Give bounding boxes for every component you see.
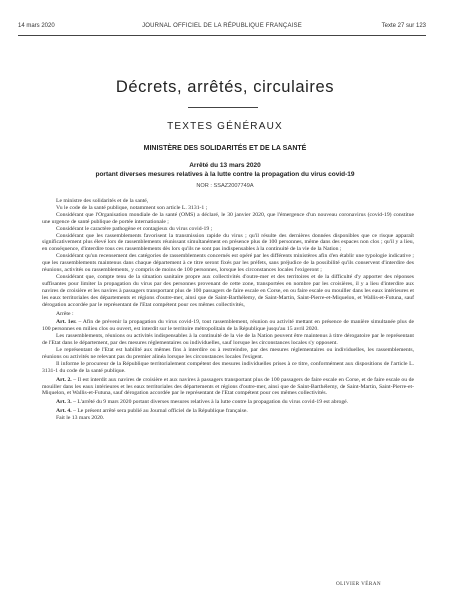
signature: OLIVIER VÉRAN: [336, 581, 382, 587]
document-body: [42, 198, 414, 422]
article-2: [42, 377, 414, 398]
header-date: 14 mars 2020: [18, 23, 55, 29]
arrete-title: [0, 162, 450, 179]
paragraph-considerant-outre-mer: Considérant que, compte tenu de la situation sanitaire propre aux collectivités d'outre-mer et des territoires et de la difficulté d'y apporter des réponses suffisantes pour limiter la propagation du virus par des personnes provenant de cette zone, transportées en nombre par les croisières, il y a lieu d'interdire aux navires de croisière et les navires à passagers transportant plus de 100 passagers de faire escale en Corse, en ou faire escale ou mouiller dans les eaux intérieures et les eaux territoriales des départements et régions d'outre-mer, ainsi que de Saint-Barthélemy, de Saint-Martin, Saint-Pierre-et-Miquelon, et Wallis-et-Futuna, sauf dérogation accordée par le représentant de l'Etat compétent pour ces mêmes collectivités,: [42, 273, 414, 308]
article-3: [42, 399, 414, 406]
nor-reference: NOR : SSAZ2007749A: [196, 183, 254, 189]
arrete-date: Arrêté du 13 mars 2020: [189, 162, 261, 169]
paragraph-considerant-pathogene: Considérant le caractère pathogène et contagieux du virus covid-19 ;: [56, 225, 213, 232]
article-1-label: Art. 1er.: [56, 319, 77, 326]
paragraph-considerant-recensement: Considérant qu'un recensement des catégories de rassemblements concernés est opéré par les différents ministères afin d'en établir une typologie indicative ; que les rassemblements maintenus dans chaque département à ce titre seront fixés par les préfets, sans préjudice de la possibilité qu'ils conservent d'interdire des réunions, activités ou rassemblements, y compris de moins de 100 personnes, lorsque les circonstances locales l'exigeront ;: [42, 253, 414, 274]
article-2-label: Art. 2.: [56, 376, 72, 383]
paragraph-minister: Le ministre des solidarités et de la santé,: [56, 198, 149, 204]
article-4-text: – Le présent arrêté sera publié au Journal officiel de la République française.: [73, 408, 248, 415]
article-1: [42, 319, 414, 333]
article-4: [42, 408, 414, 415]
title-divider: [188, 107, 258, 108]
arrete-subject: portant diverses mesures relatives à la lutte contre la propagation du virus covid-19: [95, 170, 355, 178]
page-header: [18, 23, 426, 36]
article-3-label: Art. 3.: [56, 399, 72, 406]
article-1-text: – Afin de prévenir la propagation du virus covid-19, tout rassemblement, réunion ou activité mettant en présence de manière simultanée plus de 100 personnes en milieu clos ou ouvert, est interdit sur le territoire métropolitain de la République jusqu'au 15 avril 2020.: [42, 319, 414, 333]
journal-name: JOURNAL OFFICIEL DE LA RÉPUBLIQUE FRANÇAISE: [142, 23, 302, 29]
article-4-label: Art. 4.: [56, 408, 72, 415]
article-2-text: – Il est interdit aux navires de croisière et aux navires à passagers transportant plus de 100 passagers de faire escale en Corse, et de faire escale ou de mouiller dans les eaux intérieures et les eaux territoriales des départements et régions d'outre-mer, ainsi que de Saint-Barthélemy, de Saint-Martin, Saint-Pierre-et-Miquelon, et Wallis-et-Futuna, sauf dérogation accordée par le représentant de l'Etat compétent pour ces mêmes collectivités.: [42, 376, 414, 397]
paragraph-arrete: Arrête :: [56, 310, 74, 317]
paragraph-vu: Vu le code de la santé publique, notamment son article L. 3131-1 ;: [56, 204, 208, 211]
paragraph-considerant-rassemblements: Considérant que les rassemblements favorisent la transmission rapide du virus ; qu'il résulte des dernières données disponibles que ce risque apparaît significativement plus élevé lors de rassemblements réunissant simultanément en présence plus de 100 personnes, même dans des espaces non clos ; qu'il y a lieu, en conséquence, d'interdire tous ces rassemblements dès lors qu'ils ne sont pas indispensables à la continuité de la vie de la Nation ;: [42, 232, 414, 253]
section-title: TEXTES GÉNÉRAUX: [167, 121, 283, 132]
closing-date: Fait le 13 mars 2020.: [56, 415, 105, 422]
article-1-paragraph-4: Il informe le procureur de la République territorialement compétent des mesures individuelles prises à ce titre, conformément aux dispositions de l'article L. 3131-1 du code de la santé publique.: [42, 360, 414, 374]
text-reference: Texte 27 sur 123: [381, 23, 426, 29]
article-1-paragraph-2: Les rassemblements, réunions ou activités indispensables à la continuité de la vie de la Nation peuvent être maintenus à titre dérogatoire par le représentant de l'Etat dans le département, par des mesures réglementaires ou individuelles, sauf lorsque les circonstances locales s'y opposent.: [42, 333, 414, 347]
ministry-name: MINISTÈRE DES SOLIDARITÉS ET DE LA SANTÉ: [143, 145, 307, 152]
main-title: Décrets, arrêtés, circulaires: [115, 78, 335, 96]
paragraph-considerant-oms: Considérant que l'Organisation mondiale de la santé (OMS) a déclaré, le 30 janvier 2020, que l'émergence d'un nouveau coronavirus (covid-19) constitue une urgence de santé publique de portée internationale ;: [42, 211, 414, 225]
article-1-paragraph-3: Le représentant de l'Etat est habilité aux mêmes fins à interdire ou à restreindre, par des mesures réglementaires ou individuelles, les rassemblements, réunions ou activités ne relevant pas du premier alinéa lorsque les circonstances locales l'exigent.: [42, 347, 414, 360]
article-3-text: – L'arrêté du 9 mars 2020 portant diverses mesures relatives à la lutte contre la propagation du virus covid-19 est abrogé.: [73, 399, 349, 406]
